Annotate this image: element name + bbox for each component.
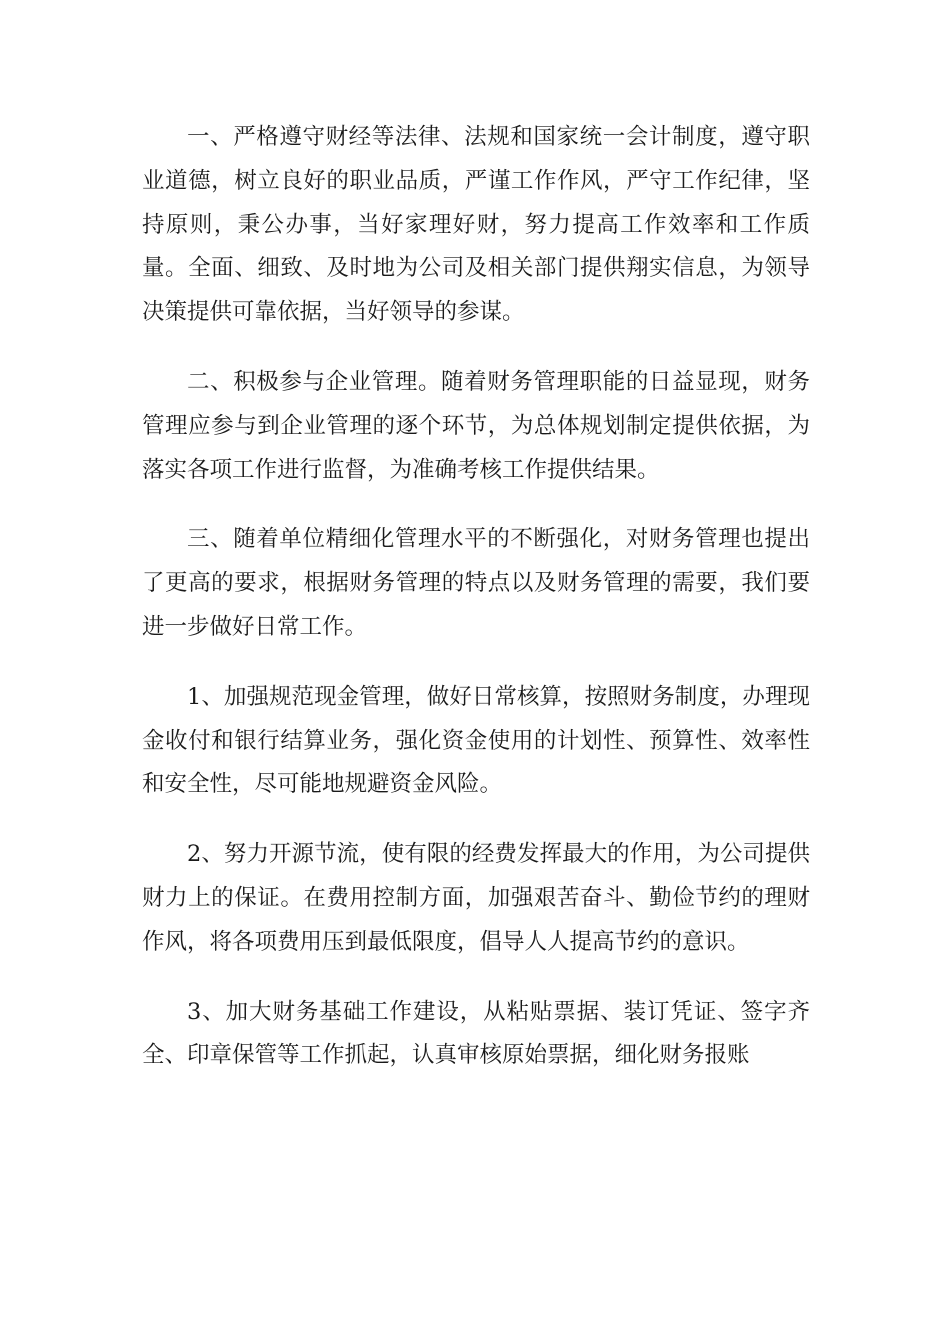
paragraph-6: 3、加大财务基础工作建设，从粘贴票据、装订凭证、签字齐全、印章保管等工作抓起，认真审核原始票据，细化财务报账 — [142, 998, 810, 1069]
paragraph-4: 1、加强规范现金管理，做好日常核算，按照财务制度，办理现金收付和银行结算业务，强化资金使用的计划性、预算性、效率性和安全性，尽可能地规避资金风险。 — [142, 683, 810, 798]
paragraph-5: 2、努力开源节流，使有限的经费发挥最大的作用，为公司提供财力上的保证。在费用控制方面，加强艰苦奋斗、勤俭节约的理财作风，将各项费用压到最低限度，倡导人人提高节约的意识。 — [142, 841, 810, 955]
document-body — [142, 116, 810, 1104]
paragraph-2: 二、积极参与企业管理。随着财务管理职能的日益显现，财务管理应参与到企业管理的逐个环节，为总体规划制定提供依据，为落实各项工作进行监督，为准确考核工作提供结果。 — [142, 368, 810, 483]
paragraph-1: 一、严格遵守财经等法律、法规和国家统一会计制度，遵守职业道德，树立良好的职业品质，严谨工作作风，严守工作纪律，坚持原则，秉公办事，当好家理好财，努力提高工作效率和工作质量。全面、细致、及时地为公司及相关部门提供翔实信息，为领导决策提供可靠依据，当好领导的参谋。 — [142, 124, 810, 326]
paragraph-3: 三、随着单位精细化管理水平的不断强化，对财务管理也提出了更高的要求，根据财务管理的特点以及财务管理的需要，我们要进一步做好日常工作。 — [142, 526, 810, 640]
